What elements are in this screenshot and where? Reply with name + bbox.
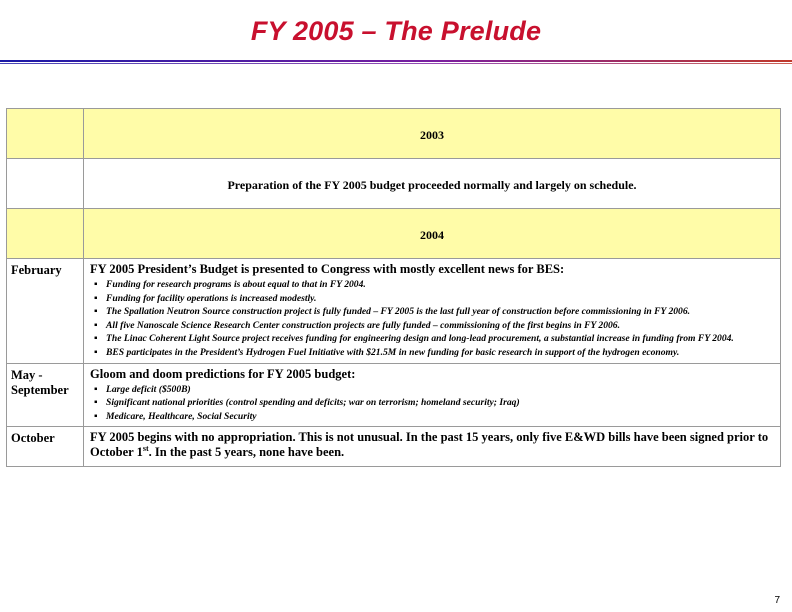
month-label-line1: May - [11,367,43,382]
list-item: ▪ BES participates in the President’s Hydrogen Fuel Initiative with $21.5M in new funding for basic research in support of the hydrogen economy. [106,347,776,359]
table-row-may-september [7,363,781,427]
preparation-note: Preparation of the FY 2005 budget proceeded normally and largely on schedule. [84,159,781,209]
october-text [84,427,780,466]
month-label-october: October [11,431,55,446]
february-bullets [84,279,780,363]
month-label-february: February [11,263,62,277]
year-label-cell [7,209,84,259]
title-rule-thin [0,63,792,64]
list-item: ▪ Large deficit ($500B) [106,384,776,396]
may-bullets [84,384,780,427]
may-headline: Gloom and doom predictions for FY 2005 budget: [90,366,356,381]
table-row [7,109,781,159]
list-item: ▪ Medicare, Healthcare, Social Security [106,411,776,423]
table-row [7,209,781,259]
year-2003-header: 2003 [84,109,781,159]
table-row-october [7,427,781,467]
table-row [7,159,781,209]
year-label-cell [7,109,84,159]
slide-title: FY 2005 – The Prelude [250,16,542,46]
year-2004-header: 2004 [84,209,781,259]
empty-label-cell [7,159,84,209]
table-row-february [7,259,781,364]
month-label-may-september [7,364,83,398]
october-superscript: st [142,444,149,454]
october-text-tail: . In the past 5 years, none have been. [148,445,345,460]
list-item: ▪ Funding for research programs is about equal to that in FY 2004. [106,279,776,291]
list-item: ▪ Funding for facility operations is increased modestly. [106,293,776,305]
page-number: 7 [774,595,780,606]
list-item: ▪ All five Nanoscale Science Research Center construction projects are fully funded – commissioning of the first begins in FY 2006. [106,320,776,332]
list-item: ▪ Significant national priorities (control spending and deficits; war on terrorism; homeland security; Iraq) [106,397,776,409]
october-text-main: FY 2005 begins with no appropriation. This is not unusual. In the past 15 years, only five E&WD bills have been signed prior to October 1 [90,430,769,460]
title-rule [0,60,792,62]
timeline-table [6,108,781,467]
february-headline: FY 2005 President’s Budget is presented to Congress with mostly excellent news for BES: [90,262,565,276]
list-item: ▪ The Spallation Neutron Source construction project is fully funded – FY 2005 is the last full year of construction before commissioning in FY 2006. [106,306,776,318]
list-item: ▪ The Linac Coherent Light Source project receives funding for engineering design and long-lead procurement, a substantial increase in funding from FY 2004. [106,333,776,345]
month-label-line2: September [11,382,69,397]
